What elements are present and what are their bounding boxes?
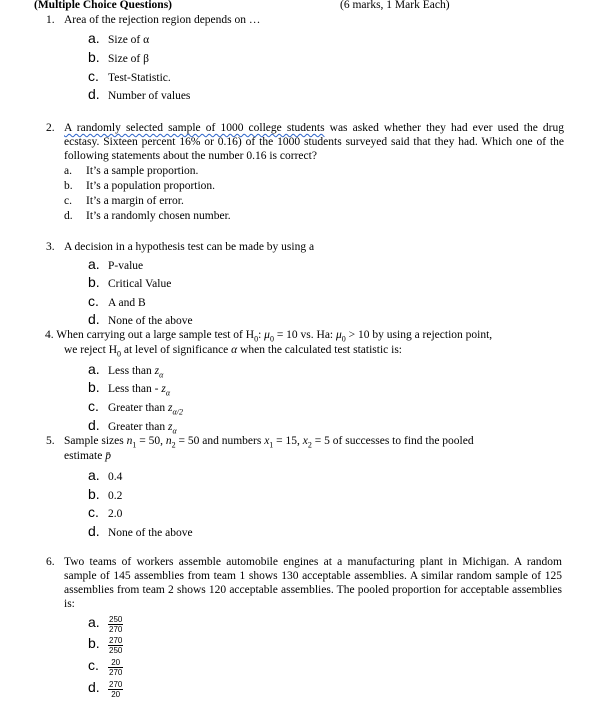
q1-option-c: c. Test-Statistic. — [88, 68, 171, 84]
question-5-line-2: estimate p̄ — [64, 450, 111, 462]
q5-option-a: a. 0.4 — [88, 467, 123, 483]
question-5-line-1: Sample sizes $n_1 = 50$, $n_2 = 50$ and numbers $x_1 = 15$, $x_2 = 5$ of successes to find the pooled — [64, 435, 474, 450]
marks-note: (6 marks, 1 Mark Each) — [340, 0, 450, 11]
q6-option-b: b. $\frac{270}{250}$ — [88, 635, 123, 655]
question-2-text: A randomly selected sample of 1000 college students was asked whether they had ever used the drug ecstasy. Sixteen percent 16% or 0.16) of the 1000 students surveyed said that they had. Which one of the following statements about the number 0.16 is correct? — [64, 122, 564, 162]
spellcheck-underline: A randomly selected sample of 1000 college students — [64, 122, 325, 134]
question-1-text: Area of the rejection region depends on … — [64, 14, 261, 26]
fraction: $\frac{250}{270}$ — [109, 615, 123, 634]
fraction: $\frac{20}{270}$ — [109, 658, 123, 677]
q1-option-b: b. Size of β — [88, 49, 149, 65]
q4-option-b: b. Less than - $z_\alpha$ — [88, 379, 171, 398]
q4-option-c: c. Greater than $z_{\alpha/2}$ — [88, 398, 183, 417]
q2-option-a: a. It’s a sample proportion. — [64, 165, 199, 177]
q3-option-c: c. A and B — [88, 293, 146, 309]
question-number: 1. — [46, 14, 55, 26]
q2-option-b: b. It’s a population proportion. — [64, 180, 216, 192]
q2-option-c: c. It’s a margin of error. — [64, 195, 184, 207]
question-number: 5. — [46, 435, 55, 447]
question-number: 3. — [46, 241, 55, 253]
question-4-line-1: 4. When carrying out a large sample test of $H_0$: $\mu_0 = 10$ vs. Ha: $\mu_0 > 10$ by using a rejection point, — [45, 329, 493, 344]
q1-option-d: d. Number of values — [88, 86, 191, 102]
question-number: 2. — [46, 122, 55, 134]
question-4-line-2: we reject $H_0$ at level of significance α when the calculated test statistic is: — [64, 344, 403, 359]
q3-option-b: b. Critical Value — [88, 274, 172, 290]
q6-option-d: d. $\frac{270}{20}$ — [88, 679, 123, 699]
question-3-text: A decision in a hypothesis test can be made by using a — [64, 241, 315, 253]
section-heading: (Multiple Choice Questions) — [34, 0, 172, 11]
question-6-text: Two teams of workers assemble automobile engines at a manufacturing plant in Michigan. A random sample of 145 assemblies from team 1 shows 130 acceptable assemblies. A similar random sample of 125 assemblies from team 2 shows 120 acceptable assemblies. The pooled proportion for acceptable assemblies is: — [64, 556, 562, 610]
q1-option-a: a. Size of α — [88, 30, 150, 46]
fraction: $\frac{270}{20}$ — [109, 680, 123, 699]
q6-option-c: c. $\frac{20}{270}$ — [88, 657, 123, 677]
q3-option-a: a. P-value — [88, 256, 144, 272]
question-number: 6. — [46, 556, 55, 568]
q5-option-c: c. 2.0 — [88, 504, 123, 520]
q6-option-a: a. $\frac{250}{270}$ — [88, 614, 123, 634]
q4-option-d: d. Greater than $z_\alpha$ — [88, 417, 177, 436]
q5-option-b: b. 0.2 — [88, 486, 123, 502]
fraction: $\frac{270}{250}$ — [109, 636, 123, 655]
q3-option-d: d. None of the above — [88, 311, 193, 327]
q5-option-d: d. None of the above — [88, 523, 193, 539]
q4-option-a: a. Less than $z_\alpha$ — [88, 361, 164, 380]
q2-option-d: d. It’s a randomly chosen number. — [64, 210, 231, 222]
